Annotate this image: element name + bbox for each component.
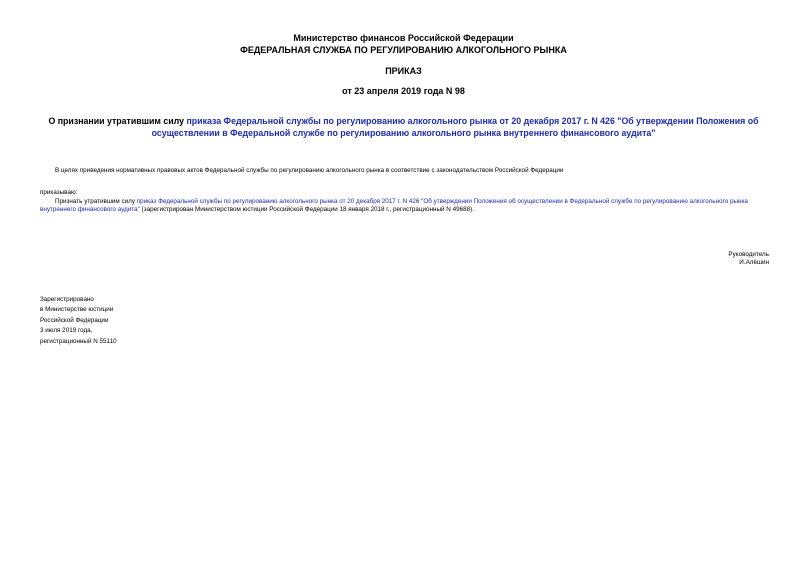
signature-position: Руководитель — [728, 251, 769, 258]
order-item-prefix: Признать утратившим силу — [55, 198, 137, 205]
order-item-paragraph — [40, 198, 768, 214]
title-link[interactable]: приказа Федеральной службы по регулированию алкогольного рынка от 20 декабря 2017 г. N 426 "Об утверждении Положения об осуществлении в Федеральной службе по регулированию алкогольного рынка внутреннего финансового аудита" — [151, 116, 759, 138]
registration-line-1: Зарегистрировано — [40, 296, 94, 303]
registration-line-3: Российской Федерации — [40, 316, 109, 324]
order-item-link[interactable]: приказ Федеральной службы по регулированию алкогольного рынка от 20 декабря 2017 г. N 426 "Об утверждении Положения об осуществлении в Федеральной службе по регулированию алкогольного рынка внутреннего финансового аудита" — [40, 198, 748, 214]
date-number-heading: от 23 апреля 2019 года N 98 — [342, 86, 465, 96]
doc-type-heading: ПРИКАЗ — [385, 66, 422, 76]
signature-name: И.Алёшин — [739, 259, 769, 267]
registration-block — [40, 295, 117, 347]
document-title — [40, 115, 767, 139]
registration-line-5: регистрационный N 55110 — [40, 337, 117, 345]
order-word: приказываю: — [40, 189, 78, 196]
order-item-suffix: (зарегистрирован Министерством юстиции Российской Федерации 18 января 2018 г., регистрационный N 49688). — [139, 206, 474, 214]
title-prefix: О признании утратившим силу — [48, 116, 187, 126]
registration-line-2: в Министерстве юстиции — [40, 306, 114, 314]
preamble-paragraph: В целях приведения нормативных правовых актов Федеральной службы по регулированию алкогольного рынка в соответствие с законодательством Российской Федерации — [55, 167, 564, 174]
signature-block — [728, 251, 769, 267]
ministry-heading: Министерство финансов Российской Федерации — [293, 33, 514, 43]
service-heading: ФЕДЕРАЛЬНАЯ СЛУЖБА ПО РЕГУЛИРОВАНИЮ АЛКОГОЛЬНОГО РЫНКА — [240, 45, 567, 55]
registration-line-4: 3 июля 2019 года, — [40, 327, 93, 335]
